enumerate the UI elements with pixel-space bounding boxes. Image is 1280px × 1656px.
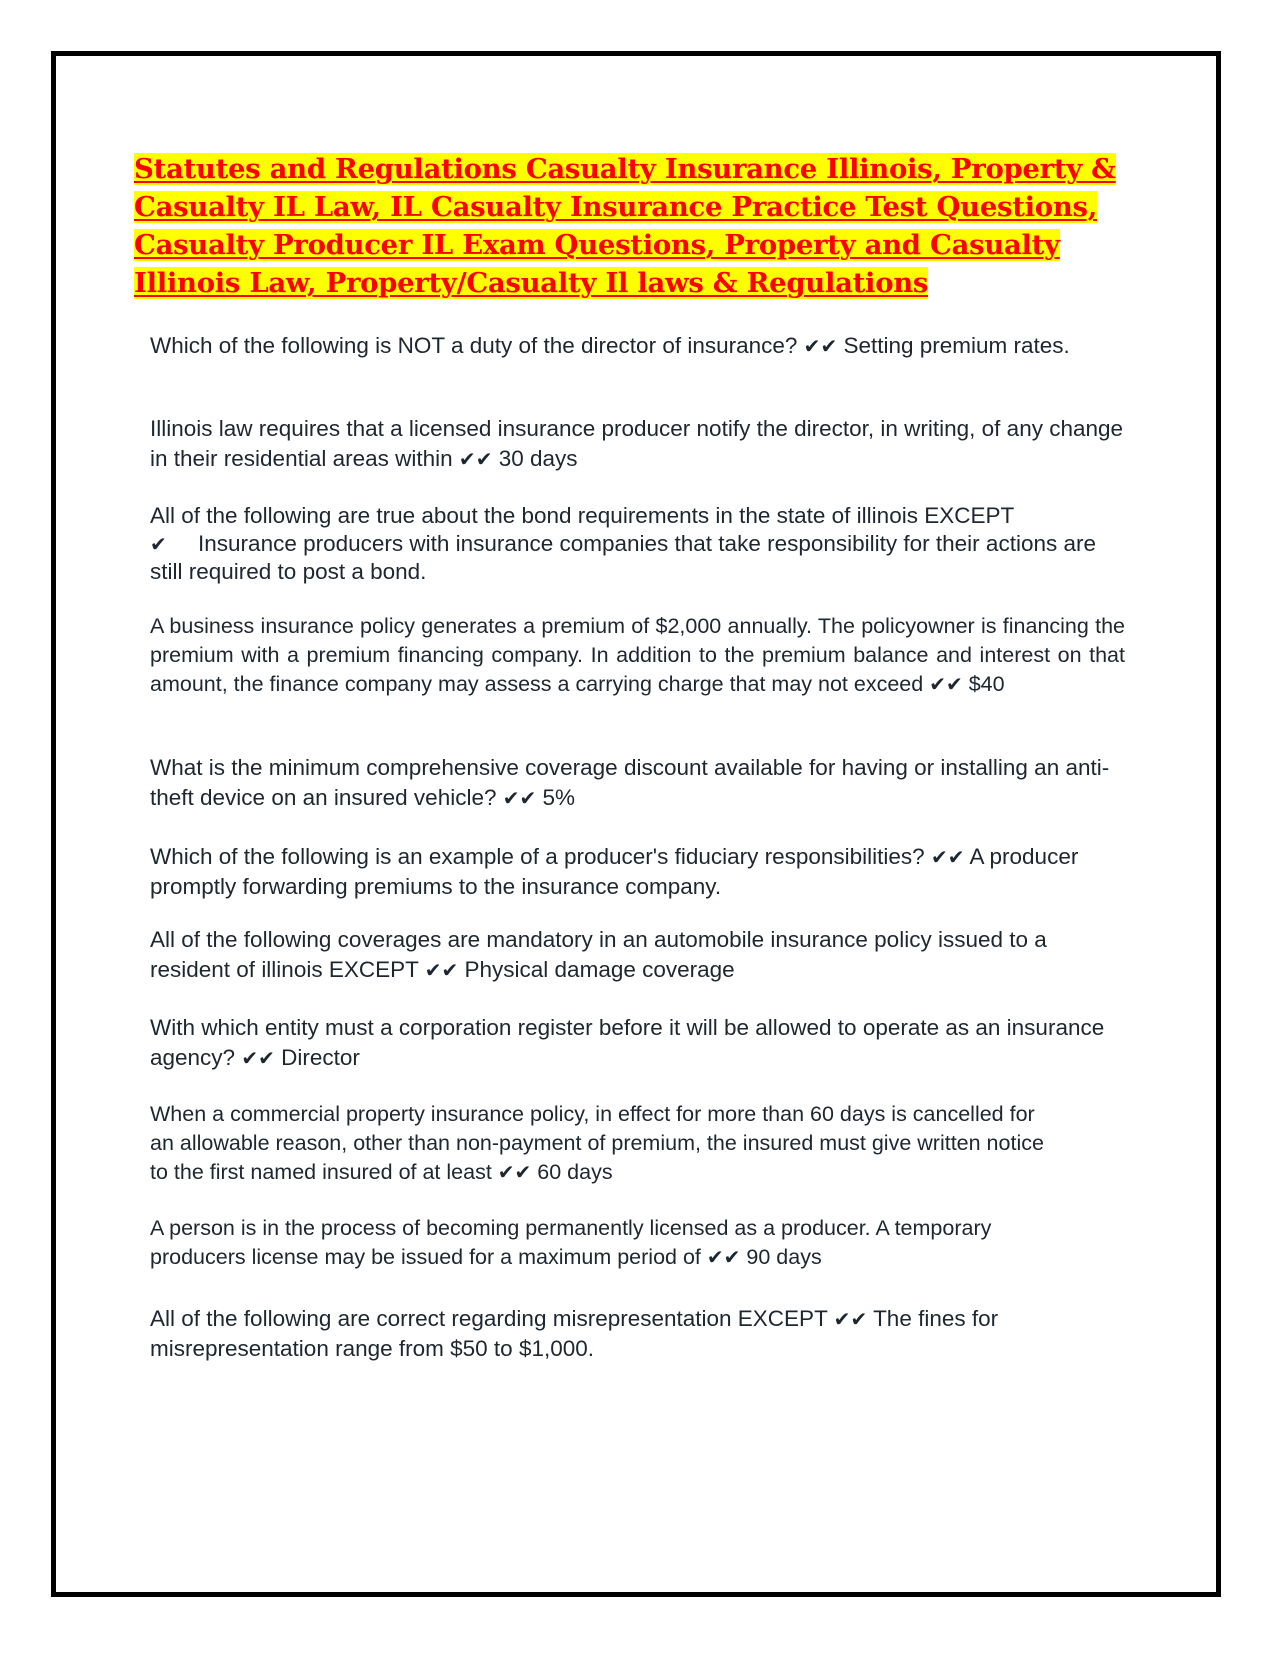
answer-text: $40 <box>968 672 1005 696</box>
check-mark-icon: ✔ <box>820 334 838 358</box>
question-text: With which entity must a corporation register before it will be allowed to operate as an insurance agency? <box>150 1015 1105 1070</box>
check-mark-icon: ✔ <box>150 532 167 556</box>
check-mark-icon: ✔ <box>458 447 476 471</box>
answer-text: Director <box>281 1045 360 1070</box>
question-text: What is the minimum comprehensive coverage discount available for having or installing an anti-theft device on an insured vehicle? <box>150 755 1110 810</box>
qa-item-11 <box>150 1304 1125 1364</box>
check-mark-icon: ✔ <box>947 845 965 869</box>
answer-text: 30 days <box>498 446 578 471</box>
answer-text: Setting premium rates. <box>843 333 1070 358</box>
question-text: All of the following are true about the bond requirements in the state of illinois EXCEPT <box>150 503 1015 528</box>
qa-item-4 <box>150 612 1125 699</box>
check-mark-icon: ✔ <box>497 1160 515 1184</box>
question-text: All of the following are correct regarding misrepresentation EXCEPT <box>150 1306 828 1331</box>
qa-item-2 <box>150 414 1125 474</box>
answer-text: 60 days <box>537 1160 613 1184</box>
qa-item-10 <box>150 1214 1010 1272</box>
check-mark-icon: ✔ <box>803 334 821 358</box>
check-mark-icon: ✔ <box>945 672 963 696</box>
check-mark-icon: ✔ <box>475 447 493 471</box>
check-mark-icon: ✔ <box>519 786 537 810</box>
check-mark-icon: ✔ <box>706 1245 724 1269</box>
question-text: Which of the following is NOT a duty of the director of insurance? <box>150 333 798 358</box>
document-title-text: Statutes and Regulations Casualty Insurance Illinois, Property & Casualty IL Law, IL Casualty Insurance Practice Test Questions, Casualty Producer IL Exam Questions, Property and Casualty Illinois Law, Property/Casualty Il laws & Regulations <box>134 153 1116 299</box>
answer-text: 5% <box>542 785 576 810</box>
qa-item-8 <box>150 1013 1125 1073</box>
check-mark-icon: ✔ <box>502 786 520 810</box>
answer-text: Physical damage coverage <box>464 957 735 982</box>
check-mark-icon: ✔ <box>424 958 442 982</box>
question-text: Illinois law requires that a licensed insurance producer notify the director, in writing, of any change in their residential areas within <box>150 416 1124 471</box>
qa-item-5 <box>150 753 1125 813</box>
check-mark-icon: ✔ <box>258 1046 275 1070</box>
question-text: When a commercial property insurance policy, in effect for more than 60 days is cancelled for an allowable reason, other than non-payment of premium, the insured must give written notice to the first named insured of at least <box>150 1102 1044 1184</box>
question-text: A person is in the process of becoming permanently licensed as a producer. A temporary producers license may be issued for a maximum period of <box>150 1216 992 1269</box>
question-text: Which of the following is an example of a producer's fiduciary responsibilities? <box>150 844 925 869</box>
check-mark-icon: ✔ <box>930 845 948 869</box>
check-mark-icon: ✔ <box>833 1307 851 1331</box>
check-mark-icon: ✔ <box>929 672 946 696</box>
check-mark-icon: ✔ <box>241 1046 259 1070</box>
qa-item-7 <box>150 925 1125 985</box>
qa-item-9 <box>150 1100 1050 1187</box>
qa-item-3 <box>150 502 1125 586</box>
document-title <box>134 150 1134 302</box>
answer-text: The fines for misrepresentation range from $50 to $1,000. <box>150 1306 999 1361</box>
qa-item-6 <box>150 842 1125 902</box>
answer-text: Insurance producers with insurance companies that take responsibility for their actions are still required to post a bond. <box>150 531 1096 584</box>
answer-text: A producer promptly forwarding premiums to the insurance company. <box>150 844 1079 899</box>
check-mark-icon: ✔ <box>850 1307 868 1331</box>
question-text: All of the following coverages are mandatory in an automobile insurance policy issued to a resident of illinois EXCEPT <box>150 927 1047 982</box>
check-mark-icon: ✔ <box>723 1245 741 1269</box>
check-mark-icon: ✔ <box>441 958 459 982</box>
qa-item-1 <box>150 331 1125 361</box>
question-text: A business insurance policy generates a premium of $2,000 annually. The policyowner is financing the premium with a premium financing company. In addition to the premium balance and interest on that amount, the finance company may assess a carrying charge that may not exceed <box>150 614 1125 696</box>
check-mark-icon: ✔ <box>514 1160 532 1184</box>
answer-text: 90 days <box>746 1245 822 1269</box>
